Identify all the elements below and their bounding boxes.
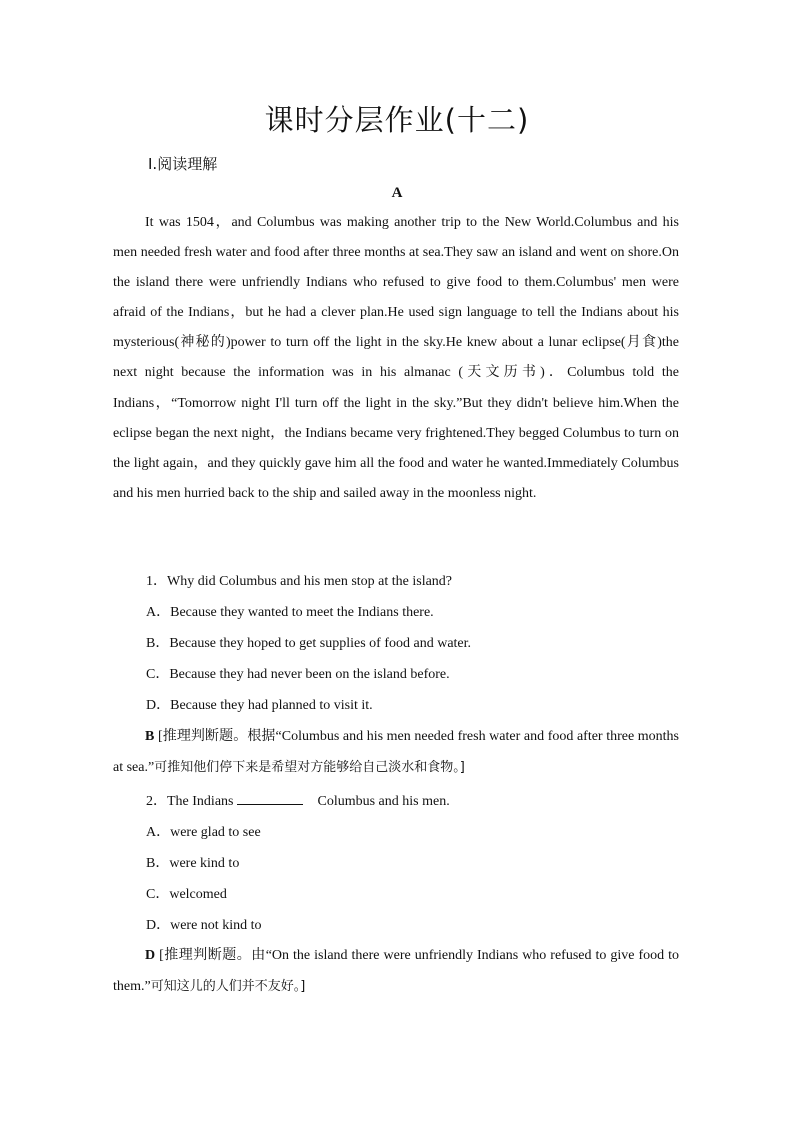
question-2-answer-text-a: [推理判断题。由“On the island there were unfriendly Indians who refused to give food to them.” [113, 948, 679, 994]
question-2-option-a: A．were glad to see [146, 825, 261, 840]
section-heading: Ⅰ.阅读理解 [148, 155, 218, 173]
question-2-answer-text-b: 可知这儿的人们并不友好。] [150, 979, 306, 994]
question-2-stem [146, 790, 679, 810]
question-2-answer-letter: D [145, 948, 156, 963]
question-1-answer-text-a: [推理判断题。根据“Columbus and his men needed fresh water and food after three months at sea.” [113, 729, 680, 775]
passage-label: A [391, 185, 403, 201]
question-2-option-b: B．were kind to [146, 856, 240, 871]
question-2-option-c: C．welcomed [146, 887, 227, 902]
question-1-answer-text-b: 可推知他们停下来是希望对方能够给自己淡水和食物。] [154, 760, 465, 775]
question-2-stem-start: 2．The Indians [146, 794, 234, 809]
question-1-option-d: D．Because they had planned to visit it. [146, 698, 373, 713]
question-1-answer-letter: B [145, 729, 155, 744]
question-2-answer [113, 940, 679, 1002]
question-2-stem-end: Columbus and his men. [317, 794, 450, 809]
question-2-option-d: D．were not kind to [146, 918, 262, 933]
question-1-option-c: C．Because they had never been on the island before. [146, 667, 450, 682]
page-title: 课时分层作业(十二) [264, 103, 530, 137]
question-1-option-b: B．Because they hoped to get supplies of food and water. [146, 636, 472, 651]
question-1-option-a: A．Because they wanted to meet the Indians there. [146, 605, 434, 620]
question-1-stem: 1．Why did Columbus and his men stop at the island? [146, 574, 453, 589]
question-1-answer [113, 721, 679, 783]
answer-blank [237, 792, 303, 805]
reading-passage: It was 1504，and Columbus was making another trip to the New World.Columbus and his men needed fresh water and food after three months at sea.They saw an island and went on shore.On the island there were unfriendly Indians who refused to give food to them.Columbus' men were afraid of the Indians，but he had a clever plan.He used sign language to tell the Indians about his mysterious(神秘的)power to turn off the light in the sky.He knew about a lunar eclipse(月食)the next night because the information was in his almanac (天文历书)．Columbus told the Indians，“Tomorrow night I'll turn off the light in the sky.”But they didn't believe him.When the eclipse began the next night，the Indians became very frightened.They begged Columbus to turn on the light again，and they quickly gave him all the food and water he wanted.Immediately Columbus and his men hurried back to the ship and sailed away in the moonless night. [113, 215, 679, 501]
